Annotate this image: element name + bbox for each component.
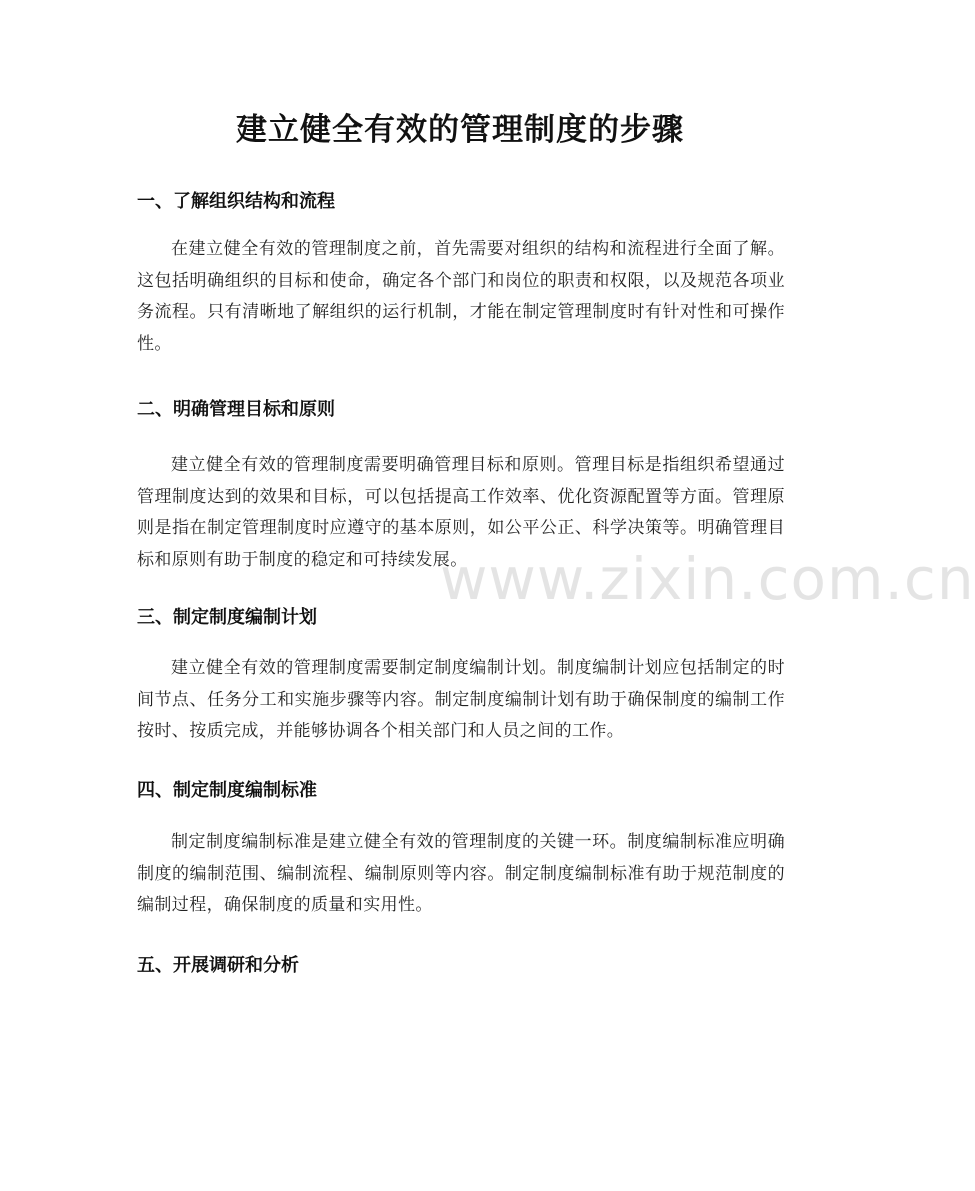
section-heading-5: 五、开展调研和分析 <box>137 955 299 976</box>
document-title: 建立健全有效的管理制度的步骤 <box>236 112 684 148</box>
section-heading-3: 三、制定制度编制计划 <box>137 607 317 628</box>
section-paragraph-3: 建立健全有效的管理制度需要制定制度编制计划。制度编制计划应包括制定的时间节点、任务分工和实施步骤等内容。制定制度编制计划有助于确保制度的编制工作按时、按质完成，并能够协调各个相关部门和人员之间的工作。 <box>137 658 785 741</box>
section-heading-4: 四、制定制度编制标准 <box>137 780 317 801</box>
section-heading-2: 二、明确管理目标和原则 <box>137 399 335 420</box>
watermark: www.zixin.com.cn <box>440 545 975 613</box>
section-paragraph-2: 建立健全有效的管理制度需要明确管理目标和原则。管理目标是指组织希望通过管理制度达到的效果和目标，可以包括提高工作效率、优化资源配置等方面。管理原则是指在制定管理制度时应遵守的基本原则，如公平公正、科学决策等。明确管理目标和原则有助于制度的稳定和可持续发展。 <box>137 455 785 570</box>
section-paragraph-4: 制定制度编制标准是建立健全有效的管理制度的关键一环。制度编制标准应明确制度的编制范围、编制流程、编制原则等内容。制定制度编制标准有助于规范制度的编制过程，确保制度的质量和实用性。 <box>137 832 785 915</box>
section-paragraph-1: 在建立健全有效的管理制度之前，首先需要对组织的结构和流程进行全面了解。这包括明确组织的目标和使命，确定各个部门和岗位的职责和权限，以及规范各项业务流程。只有清晰地了解组织的运行机制，才能在制定管理制度时有针对性和可操作性。 <box>137 239 785 354</box>
section-heading-1: 一、了解组织结构和流程 <box>137 191 335 212</box>
